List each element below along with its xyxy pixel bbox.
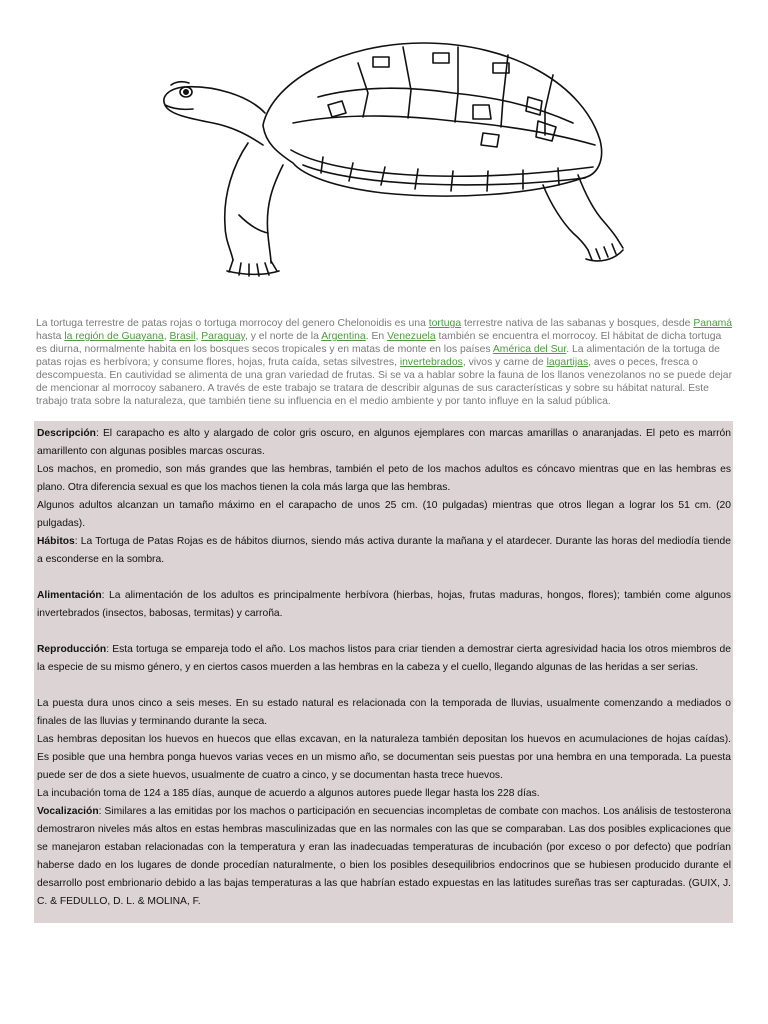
section-label-habitos: Hábitos xyxy=(37,536,75,547)
link-paraguay[interactable]: Paraguay xyxy=(201,331,245,342)
link-tortuga[interactable]: tortuga xyxy=(428,318,462,329)
link-venezuela[interactable]: Venezuela xyxy=(387,331,436,342)
section-label-alimentacion: Alimentación xyxy=(37,590,102,601)
descripcion-paragraph xyxy=(37,425,731,461)
alimentacion-paragraph xyxy=(37,587,731,623)
tamano-paragraph: Algunos adultos alcanzan un tamaño máximo en el carapacho de unos 25 cm. (10 pulgadas) mientras que otros llegan a lograr los 51 cm. (20 pulgadas). xyxy=(37,500,731,529)
habitos-text: : La Tortuga de Patas Rojas es de hábitos diurnos, siendo más activa durante la mañana y el atardecer. Durante las horas del mediodía tiende a esconderse en la sombra. xyxy=(37,536,731,565)
descripcion-text: : El carapacho es alto y alargado de color gris oscuro, en algunos ejemplares con marcas amarillas o anaranjadas. El peto es marrón amarillento con algunas posibles marcas oscuras. xyxy=(37,428,731,457)
alimentacion-text: : La alimentación de los adultos es principalmente herbívora (hierbas, hojas, frutas maduras, hongos, flores); también come algunos invertebrados (insectos, babosas, termitas) y carroña. xyxy=(37,590,731,619)
intro-text: , xyxy=(195,331,202,342)
link-lagartijas[interactable]: lagartijas xyxy=(546,357,589,368)
intro-text: hasta xyxy=(36,331,65,342)
intro-text: . La alimentación de la tortuga de patas rojas es herbívora; y consume flores, hojas, fruta caída, setas silvestres, xyxy=(36,344,720,368)
link-guayana[interactable]: la región de Guayana xyxy=(64,331,164,342)
section-label-descripcion: Descripción xyxy=(37,428,96,439)
habitos-paragraph xyxy=(37,533,731,569)
section-label-vocalizacion: Vocalización xyxy=(37,806,99,817)
spacer xyxy=(37,569,731,587)
vocalizacion-paragraph xyxy=(37,803,731,911)
reproduccion-text: : Esta tortuga se empareja todo el año. Los machos listos para criar tienden a demostrar cierta agresividad hacia los otros miembros de la especie de su mismo género, y en ciertos casos muerden a las hembras en la cabeza y el cuello, llegando algunas de las heridas a ser serias. xyxy=(37,644,731,673)
hembras-paragraph: Las hembras depositan los huevos en huecos que ellas excavan, en la naturaleza también depositan los huevos en acumulaciones de hojas caídas). Es posible que una hembra ponga huevos varias veces en un mismo año, se documentan seis puestas por una hembra en una temporada. La puesta puede ser de dos a siete huevos, usualmente de cuatro a cinco, y se documentan hasta trece huevos. xyxy=(37,734,731,781)
link-invertebrados[interactable]: invertebrados xyxy=(399,357,463,368)
intro-text: . En xyxy=(365,331,388,342)
tortoise-illustration xyxy=(153,35,625,277)
spacer xyxy=(37,623,731,641)
intro-text: , xyxy=(163,331,170,342)
species-info-panel xyxy=(34,421,733,923)
puesta-paragraph: La puesta dura unos cinco a seis meses. En su estado natural es relacionada con la temporada de lluvias, usualmente comenzando a mediados o finales de las lluvias y terminando durante la seca. xyxy=(37,698,731,727)
intro-text: , y el norte de la xyxy=(244,331,322,342)
intro-text: La tortuga terrestre de patas rojas o tortuga morrocoy del genero Chelonoidis es una xyxy=(36,318,429,329)
intro-text: terrestre nativa de las sabanas y bosques, desde xyxy=(461,318,694,329)
section-label-reproduccion: Reproducción xyxy=(37,644,107,655)
intro-text: , vivos y carne de xyxy=(462,357,547,368)
intro-text: , aves o peces, fresca o descompuesta. En cautividad se alimenta de una gran variedad de frutas. Si se va a hablar sobre la fauna de los llanos venezolanos no se puede dejar de mencionar al morrocoy sabanero. A través de este trabajo se tratara de describir algunas de sus características y sobre su hábitat natural. Este trabajo trata sobre la naturaleza, que también tiene su influencia en el medio ambiente y por tanto influye en la salud pública. xyxy=(36,357,733,407)
vocalizacion-text: : Similares a las emitidas por los machos o participación en secuencias incompletas de combate con machos. Los análisis de testosterona demostraron niveles más altos en estas hembras masculinizadas que en las normales con las que se comparaban. Las dos posibles explicaciones que se manejaron estaban relacionadas con la temperatura y eran las inadecuadas temperaturas de incubación (por exceso o por defecto) que podrían haberse dado en los lugares de donde procedían naturalmente, o bien los posibles desequilibrios endocrinos que se hubiesen producido durante el desarrollo post embrionario debido a las bajas temperaturas a las que habrían estado expuestas en las latitudes sureñas tras ser capturadas. (GUIX, J. C. & FEDULLO, D. L. & MOLINA, F. xyxy=(37,806,731,907)
link-brasil[interactable]: Brasil xyxy=(169,331,196,342)
incubacion-paragraph: La incubación toma de 124 a 185 días, aunque de acuerdo a algunos autores puede llegar hasta los 228 días. xyxy=(37,788,540,799)
spacer xyxy=(37,677,731,695)
intro-text: también se encuentra el morrocoy. El hábitat de dicha tortuga es diurna, normalmente habita en los bosques secos tropicales y en matas de monte en los países xyxy=(36,331,722,355)
machos-paragraph: Los machos, en promedio, son más grandes que las hembras, también el peto de los machos adultos es cóncavo mientras que en las hembras es plano. Otra diferencia sexual es que los machos tienen la cola más larga que las hembras. xyxy=(37,464,731,493)
link-panama[interactable]: Panamá xyxy=(693,318,733,329)
reproduccion-paragraph xyxy=(37,641,731,677)
link-argentina[interactable]: Argentina xyxy=(321,331,366,342)
intro-paragraph xyxy=(36,317,734,408)
link-america-del-sur[interactable]: América del Sur xyxy=(492,344,567,355)
tortoise-icon xyxy=(153,35,625,277)
